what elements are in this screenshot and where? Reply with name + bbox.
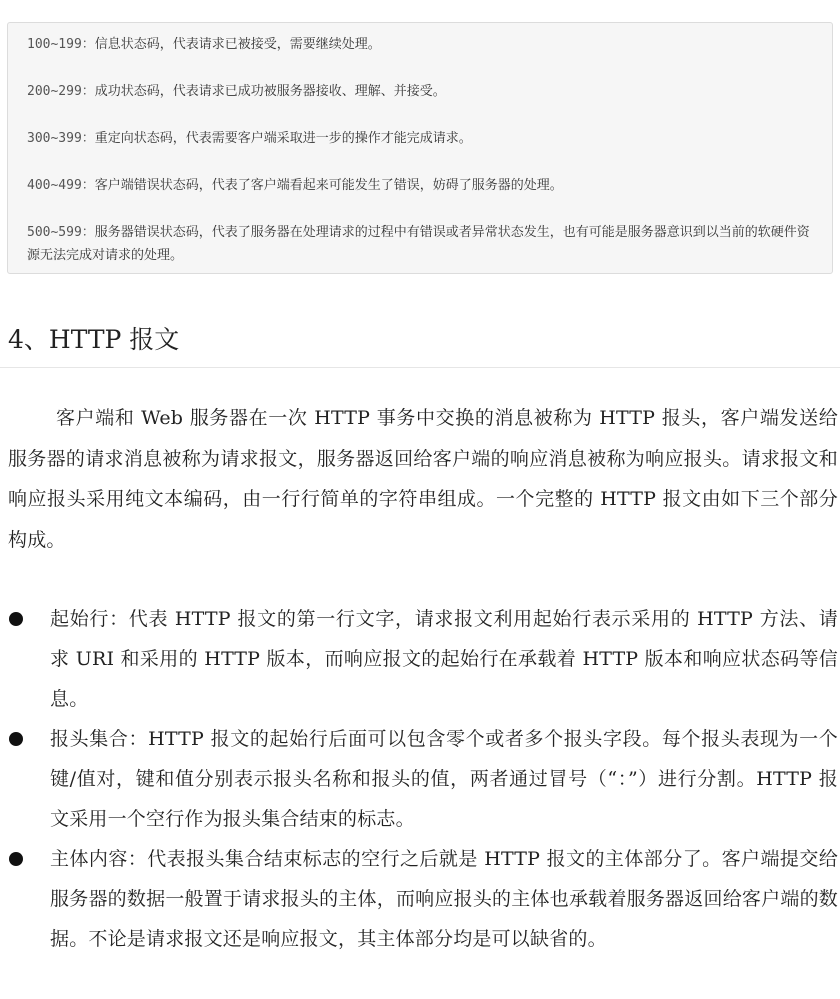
status-code-description: 客户端错误状态码，代表了客户端看起来可能发生了错误，妨碍了服务器的处理。 (94, 178, 563, 193)
status-code-range: 500~599： (27, 225, 95, 240)
message-parts-list (0, 599, 840, 959)
status-code-line-3xx (27, 127, 816, 150)
status-code-line-4xx (27, 174, 816, 197)
list-item (0, 599, 840, 719)
status-code-range: 300~399： (27, 131, 95, 146)
status-code-description: 成功状态码，代表请求已成功被服务器接收、理解、并接受。 (94, 84, 446, 99)
status-code-line-5xx (27, 221, 816, 267)
section-heading: 4、HTTP 报文 (8, 325, 180, 354)
list-item-text: 起始行：代表 HTTP 报文的第一行文字，请求报文利用起始行表示采用的 HTTP 方法、请求 URI 和采用的 HTTP 版本，而响应报文的起始行在承载着 HTTP 版本和响应状态码等信息。 (50, 608, 838, 710)
list-item (0, 719, 840, 839)
status-code-range: 200~299： (27, 84, 95, 99)
list-item-text: 主体内容：代表报头集合结束标志的空行之后就是 HTTP 报文的主体部分了。客户端提交给服务器的数据一般置于请求报头的主体，而响应报头的主体也承载着服务器返回给客户端的数据。不论是请求报文还是响应报文，其主体部分均是可以缺省的。 (50, 848, 838, 950)
status-code-range: 400~499： (27, 178, 95, 193)
bullet-dot-icon (9, 612, 23, 626)
list-item-text: 报头集合：HTTP 报文的起始行后面可以包含零个或者多个报头字段。每个报头表现为一个键/值对，键和值分别表示报头名称和报头的值，两者通过冒号（“：”）进行分割。HTTP 报文采用一个空行作为报头集合结束的标志。 (50, 728, 838, 830)
bullet-dot-icon (9, 732, 23, 746)
status-code-block (7, 22, 833, 274)
status-code-description: 信息状态码，代表请求已被接受，需要继续处理。 (94, 37, 381, 52)
status-code-range: 100~199： (27, 37, 95, 52)
bullet-dot-icon (9, 852, 23, 866)
intro-paragraph: 客户端和 Web 服务器在一次 HTTP 事务中交换的消息被称为 HTTP 报头，客户端发送给服务器的请求消息被称为请求报文，服务器返回给客户端的响应消息被称为响应报头。请求报文和响应报头采用纯文本编码，由一行行简单的字符串组成。一个完整的 HTTP 报文由如下三个部分构成。 (8, 407, 838, 551)
list-item (0, 839, 840, 959)
status-code-line-1xx (27, 33, 816, 56)
status-code-description: 重定向状态码，代表需要客户端采取进一步的操作才能完成请求。 (94, 131, 472, 146)
heading-divider (0, 367, 840, 368)
status-code-line-2xx (27, 80, 816, 103)
status-code-description: 服务器错误状态码，代表了服务器在处理请求的过程中有错误或者异常状态发生，也有可能是服务器意识到以当前的软硬件资源无法完成对请求的处理。 (27, 225, 810, 263)
